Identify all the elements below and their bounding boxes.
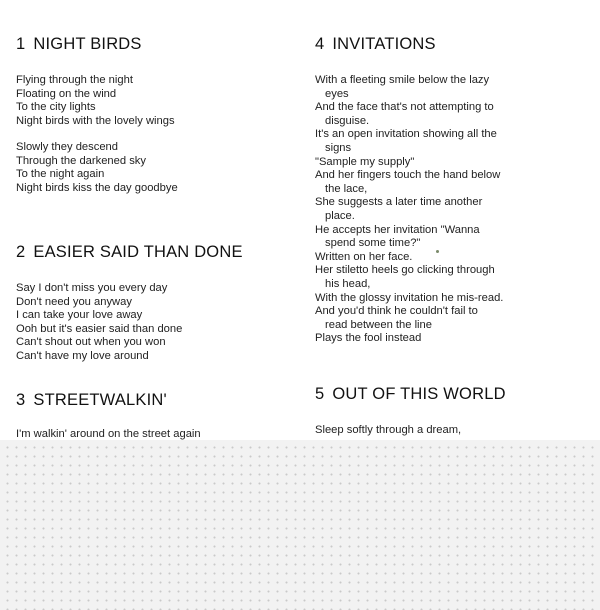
lyric-line: Her stiletto heels go clicking through bbox=[315, 264, 495, 277]
lyric-line: With a fleeting smile below the lazy bbox=[315, 74, 490, 86]
lyric-line: To the city lights bbox=[16, 101, 96, 114]
lyric-line: And her fingers touch the hand below bbox=[315, 169, 501, 182]
lyric-line: He accepts her invitation "Wanna bbox=[315, 223, 480, 236]
song-number: 1 bbox=[16, 35, 26, 53]
lyric-line: his head, bbox=[325, 277, 371, 290]
stanza bbox=[315, 424, 461, 438]
song-title-text: INVITATIONS bbox=[332, 35, 436, 53]
lyric-line: spend some time?" bbox=[325, 237, 421, 250]
lyric-line: With the glossy invitation he mis-read. bbox=[315, 291, 504, 304]
song-title bbox=[315, 35, 436, 54]
lyric-line: Can't shout out when you won bbox=[16, 336, 166, 349]
stanza bbox=[16, 282, 182, 364]
song-number: 2 bbox=[16, 243, 26, 261]
song-title-text: NIGHT BIRDS bbox=[33, 35, 142, 53]
lyric-line: place. bbox=[325, 209, 355, 222]
lyric-line: It's an open invitation showing all the bbox=[315, 128, 497, 141]
lyric-line: Through the darkened sky bbox=[16, 154, 146, 167]
lyric-line: To the night again bbox=[16, 168, 105, 181]
lyric-line: signs bbox=[325, 141, 352, 154]
song-number: 5 bbox=[315, 385, 325, 403]
lyric-line: Can't have my love around bbox=[16, 349, 149, 362]
lyric-line: And the face that's not attempting to bbox=[315, 101, 494, 114]
transparent-background bbox=[0, 440, 600, 610]
song-title bbox=[16, 243, 243, 262]
lyric-line: read between the line bbox=[325, 318, 432, 331]
lyric-line: Slowly they descend bbox=[16, 141, 118, 153]
lyric-line: eyes bbox=[325, 87, 349, 100]
lyric-line: Flying through the night bbox=[16, 74, 133, 86]
lyric-line: And you'd think he couldn't fail to bbox=[315, 305, 478, 318]
lyric-line: Don't need you anyway bbox=[16, 295, 132, 308]
stanza bbox=[315, 74, 503, 346]
lyric-line: Plays the fool instead bbox=[315, 332, 422, 345]
song-title-text: STREETWALKIN' bbox=[33, 391, 167, 409]
lyric-line: the lace, bbox=[325, 182, 368, 195]
lyric-line: Written on her face. bbox=[315, 250, 413, 263]
lyric-line: She suggests a later time another bbox=[315, 196, 483, 209]
song-title-text: EASIER SAID THAN DONE bbox=[33, 243, 243, 261]
song-title bbox=[16, 391, 167, 410]
lyric-line: Night birds kiss the day goodbye bbox=[16, 181, 178, 194]
song-title bbox=[16, 35, 142, 54]
lyric-line: "Sample my supply" bbox=[315, 155, 415, 168]
song-number: 3 bbox=[16, 391, 26, 409]
lyric-line: Sleep softly through a dream, bbox=[315, 424, 462, 436]
print-speck bbox=[436, 250, 439, 253]
stanza bbox=[16, 141, 178, 195]
lyric-line: I'm walkin' around on the street again bbox=[16, 428, 201, 440]
stanza bbox=[16, 74, 175, 128]
song-number: 4 bbox=[315, 35, 325, 53]
lyric-line: Night birds with the lovely wings bbox=[16, 114, 175, 127]
song-title-text: OUT OF THIS WORLD bbox=[332, 385, 506, 403]
lyric-line: Floating on the wind bbox=[16, 87, 117, 100]
lyric-line: Ooh but it's easier said than done bbox=[16, 322, 183, 335]
lyric-line: disguise. bbox=[325, 114, 370, 127]
lyric-line: Say I don't miss you every day bbox=[16, 282, 168, 294]
song-title bbox=[315, 385, 506, 404]
lyric-line: I can take your love away bbox=[16, 309, 143, 322]
